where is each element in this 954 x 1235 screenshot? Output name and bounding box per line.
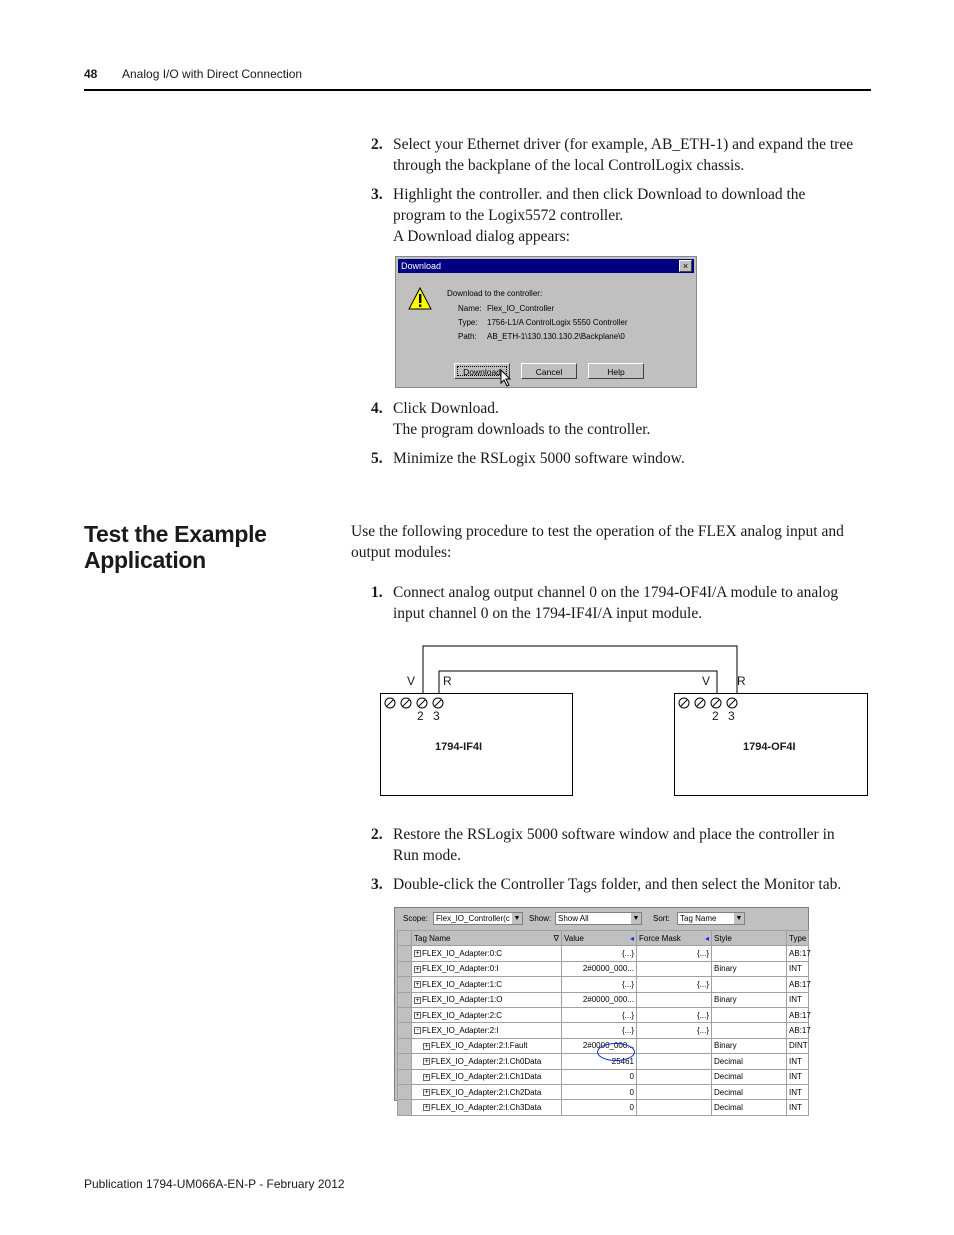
expand-icon[interactable]: + (415, 981, 420, 989)
type-cell: AB:17 (787, 1007, 809, 1022)
step-2-select-driver (371, 134, 871, 176)
col-header-style[interactable]: Style (712, 931, 787, 946)
table-row[interactable] (398, 961, 809, 976)
type-cell: INT (787, 992, 809, 1007)
dialog-message: Download to the controller: (447, 289, 543, 298)
col-header-type[interactable]: Type (787, 931, 809, 946)
step-text-line: Run mode. (393, 847, 462, 864)
help-button[interactable]: Help (588, 363, 644, 379)
section-heading: Test the Example Application (84, 521, 267, 573)
col-header-tag-name[interactable]: Tag Name ∇ (412, 931, 562, 946)
col-header-force-mask[interactable]: Force Mask ◂ (637, 931, 712, 946)
step-3-download (371, 184, 871, 247)
chevron-down-icon[interactable]: ▼ (513, 915, 521, 922)
type-cell: INT (787, 961, 809, 976)
type-cell: INT (787, 1084, 809, 1099)
row-gutter[interactable] (398, 1084, 412, 1099)
step-text-line: Connect analog output channel 0 on the 1794-OF4I/A module to analog (393, 584, 839, 601)
download-dialog (395, 256, 697, 388)
step-number: 2. (371, 136, 383, 153)
tag-name: FLEX_IO_Adapter:2:C (422, 1010, 503, 1020)
section-intro: Use the following procedure to test the operation of the FLEX analog input and output modules: (351, 523, 844, 561)
step-text-line: A Download dialog appears: (393, 228, 570, 245)
type-cell: DINT (787, 1038, 809, 1053)
tag-name: FLEX_IO_Adapter:0:I (422, 964, 499, 974)
force-mask-cell: {...} (637, 977, 712, 992)
tag-name-cell (412, 1069, 562, 1084)
step-number: 3. (371, 876, 383, 893)
tag-table (397, 930, 809, 1116)
show-value: Show All (558, 914, 589, 923)
style-cell: Decimal (712, 1054, 787, 1069)
tag-name: FLEX_IO_Adapter:2:I (422, 1026, 499, 1036)
type-cell: AB:17 (787, 977, 809, 992)
test-step-3-monitor (371, 874, 871, 895)
warning-icon (408, 287, 432, 311)
close-icon[interactable]: × (679, 260, 692, 272)
force-mask-cell: {...} (637, 946, 712, 961)
step-text-line: Select your Ethernet driver (for example, AB_ETH-1) and expand the tree (393, 136, 854, 153)
collapse-icon[interactable]: - (414, 1027, 421, 1034)
table-row[interactable] (398, 1069, 809, 1084)
header-rule (84, 89, 871, 91)
right-terminal-3: 3 (728, 709, 735, 723)
style-cell: Decimal (712, 1069, 787, 1084)
step-text-line: input channel 0 on the 1794-IF4I/A input module. (393, 605, 703, 622)
value-cell[interactable]: 25461 (562, 1054, 637, 1069)
force-mask-cell (637, 992, 712, 1007)
show-select[interactable] (555, 912, 642, 925)
path-label: Path: (458, 332, 477, 341)
type-cell: INT (787, 1100, 809, 1115)
step-text-line: Click Download. (393, 400, 499, 417)
table-row[interactable] (398, 1100, 809, 1115)
tag-name-cell (412, 946, 562, 961)
expand-icon[interactable]: + (415, 1012, 420, 1020)
step-text-line: The program downloads to the controller. (393, 421, 651, 438)
path-value: AB_ETH-1\130.130.130.2\Backplane\0 (487, 332, 625, 341)
sort-select[interactable] (677, 912, 745, 925)
running-header-title: Analog I/O with Direct Connection (122, 67, 303, 81)
style-cell: Binary (712, 961, 787, 976)
table-row[interactable] (398, 1023, 809, 1038)
page-number: 48 (84, 67, 98, 81)
value-cell[interactable]: {...} (562, 946, 637, 961)
value-cell[interactable]: 0 (562, 1084, 637, 1099)
tag-name: FLEX_IO_Adapter:2:I.Ch0Data (431, 1056, 542, 1066)
step-text-line: program to the Logix5572 controller. (393, 207, 624, 224)
row-gutter[interactable] (398, 961, 412, 976)
style-cell: Binary (712, 992, 787, 1007)
tag-name-cell (412, 1023, 562, 1038)
tag-name: FLEX_IO_Adapter:1:O (422, 995, 503, 1005)
type-cell: INT (787, 1054, 809, 1069)
expand-icon[interactable]: + (415, 950, 420, 958)
tag-name-cell (412, 992, 562, 1007)
sort-label: Sort: (653, 914, 670, 923)
expand-icon[interactable]: + (424, 1042, 429, 1050)
left-terminal-2: 2 (417, 709, 424, 723)
table-row[interactable] (398, 946, 809, 961)
force-mask-cell: {...} (637, 1007, 712, 1022)
test-step-2-restore (371, 824, 871, 866)
style-cell: Decimal (712, 1100, 787, 1115)
mouse-cursor-icon (500, 369, 512, 387)
step-text-line: Double-click the Controller Tags folder, and then select the Monitor tab. (393, 876, 842, 893)
tag-name-cell (412, 961, 562, 976)
type-value: 1756-L1/A ControlLogix 5550 Controller (487, 318, 628, 327)
terminal-screws (380, 694, 880, 714)
type-cell: AB:17 (787, 1023, 809, 1038)
sort-value: Tag Name (680, 914, 717, 923)
row-gutter[interactable] (398, 1007, 412, 1022)
cancel-button[interactable]: Cancel (521, 363, 577, 379)
row-gutter[interactable] (398, 1023, 412, 1038)
chevron-down-icon[interactable]: ▼ (735, 915, 743, 922)
step-text-line: through the backplane of the local ControlLogix chassis. (393, 157, 745, 174)
row-gutter[interactable] (398, 977, 412, 992)
dialog-title-bar (398, 259, 694, 273)
step-number: 4. (371, 400, 383, 417)
row-gutter[interactable] (398, 1069, 412, 1084)
style-cell: Binary (712, 1038, 787, 1053)
right-module-label: 1794-OF4I (743, 741, 796, 753)
download-button[interactable]: Download (454, 363, 510, 379)
step-text-line: Highlight the controller. and then click Download to download the (393, 186, 806, 203)
row-gutter[interactable] (398, 946, 412, 961)
force-mask-cell (637, 1054, 712, 1069)
value-cell[interactable]: 0 (562, 1100, 637, 1115)
left-r-label: R (443, 674, 452, 688)
scope-select[interactable] (433, 912, 523, 925)
step-number: 5. (371, 450, 383, 467)
force-mask-cell (637, 1084, 712, 1099)
step-4-click-download (371, 398, 871, 440)
tag-name-cell (412, 1007, 562, 1022)
value-cell[interactable]: 2#0000_000... (562, 992, 637, 1007)
expand-icon[interactable]: + (415, 965, 420, 973)
tag-name-cell (412, 1054, 562, 1069)
tag-name-cell (412, 1100, 562, 1115)
expand-icon[interactable]: + (424, 1088, 429, 1096)
tag-name: FLEX_IO_Adapter:0:C (422, 949, 503, 959)
step-number: 3. (371, 186, 383, 203)
type-cell: AB:17 (787, 946, 809, 961)
table-row[interactable] (398, 992, 809, 1007)
row-gutter[interactable] (398, 992, 412, 1007)
row-gutter[interactable] (398, 1054, 412, 1069)
step-5-minimize (371, 448, 871, 469)
right-terminal-2: 2 (712, 709, 719, 723)
tag-name-cell (412, 977, 562, 992)
force-mask-cell: {...} (637, 1023, 712, 1038)
show-label: Show: (529, 914, 552, 923)
step-text-line: Restore the RSLogix 5000 software window and place the controller in (393, 826, 835, 843)
expand-icon[interactable]: + (424, 1058, 429, 1066)
tag-table-header (398, 931, 809, 946)
value-cell[interactable]: {...} (562, 1007, 637, 1022)
scope-value: Flex_IO_Controller(c (436, 914, 510, 923)
type-cell: INT (787, 1069, 809, 1084)
gutter-header (398, 931, 412, 946)
value-cell[interactable]: 2#0000_000... (562, 961, 637, 976)
name-value: Flex_IO_Controller (487, 304, 555, 313)
right-r-label: R (737, 674, 746, 688)
tag-monitor (394, 907, 811, 1112)
table-row[interactable] (398, 1007, 809, 1022)
style-cell (712, 946, 787, 961)
publication-footer: Publication 1794-UM066A-EN-P - February 2012 (84, 1177, 345, 1191)
force-mask-cell (637, 1100, 712, 1115)
tag-name: FLEX_IO_Adapter:2:I.Fault (431, 1041, 528, 1051)
tag-name: FLEX_IO_Adapter:2:I.Ch1Data (431, 1072, 542, 1082)
force-mask-cell (637, 961, 712, 976)
step-number: 1. (371, 584, 383, 601)
style-cell (712, 977, 787, 992)
left-terminal-3: 3 (433, 709, 440, 723)
force-mask-cell (637, 1069, 712, 1084)
table-row[interactable] (398, 1084, 809, 1099)
step-number: 2. (371, 826, 383, 843)
step-text-line: Minimize the RSLogix 5000 software window. (393, 450, 685, 467)
force-mask-cell (637, 1038, 712, 1053)
tag-name-cell (412, 1038, 562, 1053)
value-cell[interactable]: 2#0000_000... (562, 1038, 637, 1053)
dialog-title: Download (401, 261, 442, 271)
tag-name: FLEX_IO_Adapter:2:I.Ch3Data (431, 1102, 542, 1112)
left-module-label: 1794-IF4I (435, 741, 483, 753)
row-gutter[interactable] (398, 1100, 412, 1115)
scope-label: Scope: (403, 914, 428, 923)
value-cell[interactable]: {...} (562, 977, 637, 992)
expand-icon[interactable]: + (415, 996, 420, 1004)
style-cell: Decimal (712, 1084, 787, 1099)
row-gutter[interactable] (398, 1038, 412, 1053)
style-cell (712, 1007, 787, 1022)
highlight-circle (597, 1043, 635, 1061)
expand-icon[interactable]: + (424, 1104, 429, 1112)
value-cell[interactable]: {...} (562, 1023, 637, 1038)
tag-name-cell (412, 1084, 562, 1099)
value-cell[interactable]: 0 (562, 1069, 637, 1084)
type-label: Type: (458, 318, 478, 327)
name-label: Name: (458, 304, 482, 313)
chevron-down-icon[interactable]: ▼ (632, 915, 640, 922)
left-v-label: V (407, 674, 416, 688)
col-header-value[interactable]: Value ◂ (562, 931, 637, 946)
table-row[interactable] (398, 977, 809, 992)
tag-name: FLEX_IO_Adapter:1:C (422, 979, 503, 989)
style-cell (712, 1023, 787, 1038)
test-step-1-connect (371, 582, 871, 624)
expand-icon[interactable]: + (424, 1073, 429, 1081)
tag-name: FLEX_IO_Adapter:2:I.Ch2Data (431, 1087, 542, 1097)
right-v-label: V (702, 674, 711, 688)
